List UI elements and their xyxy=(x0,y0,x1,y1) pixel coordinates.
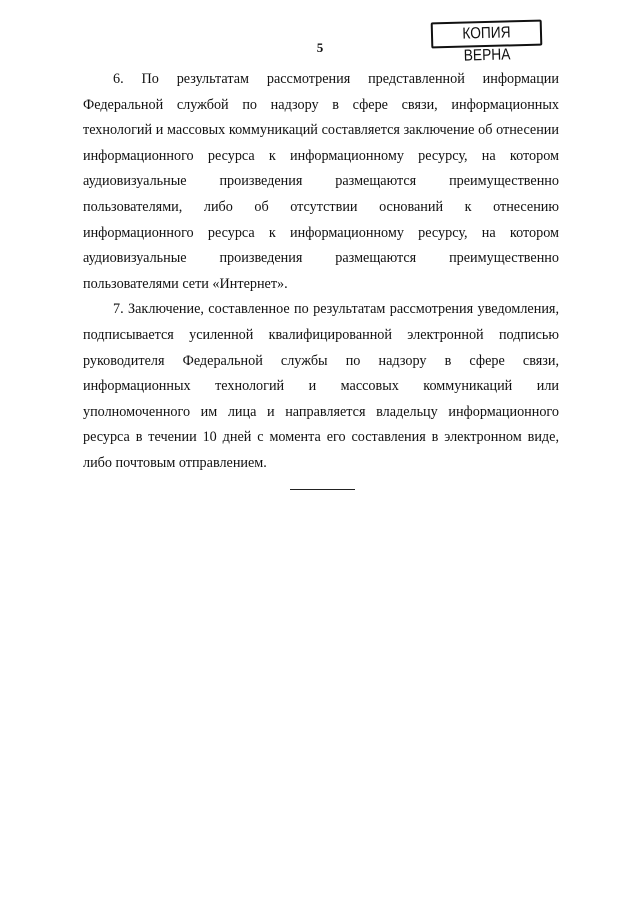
stamp-text: КОПИЯ ВЕРНА xyxy=(462,24,511,65)
document-body xyxy=(83,67,559,477)
paragraph-6: 6. По результатам рассмотрения представленной информации Федеральной службой по надзору в сфере связи, информационных технологий и массовых коммуникаций составляется заключение об отнесении информационного ресурса к информационному ресурсу, на котором аудиовизуальные произведения размещаются преимущественно пользователями, либо об отсутствии оснований к отнесению информационного ресурса к информационному ресурсу, на котором аудиовизуальные произведения размещаются преимущественно пользователями сети «Интернет». xyxy=(83,71,559,292)
page-number: 5 xyxy=(316,40,324,55)
end-divider xyxy=(290,489,355,490)
copy-certified-stamp xyxy=(431,20,543,65)
paragraph-7: 7. Заключение, составленное по результатам рассмотрения уведомления, подписывается усиленной квалифицированной электронной подписью руководителя Федеральной службы по надзору в сфере связи, информационных технологий и массовых коммуникаций или уполномоченного им лица и направляется владельцу информационного ресурса в течении 10 дней с момента его составления в электронном виде, либо почтовым отправлением. xyxy=(83,301,559,471)
